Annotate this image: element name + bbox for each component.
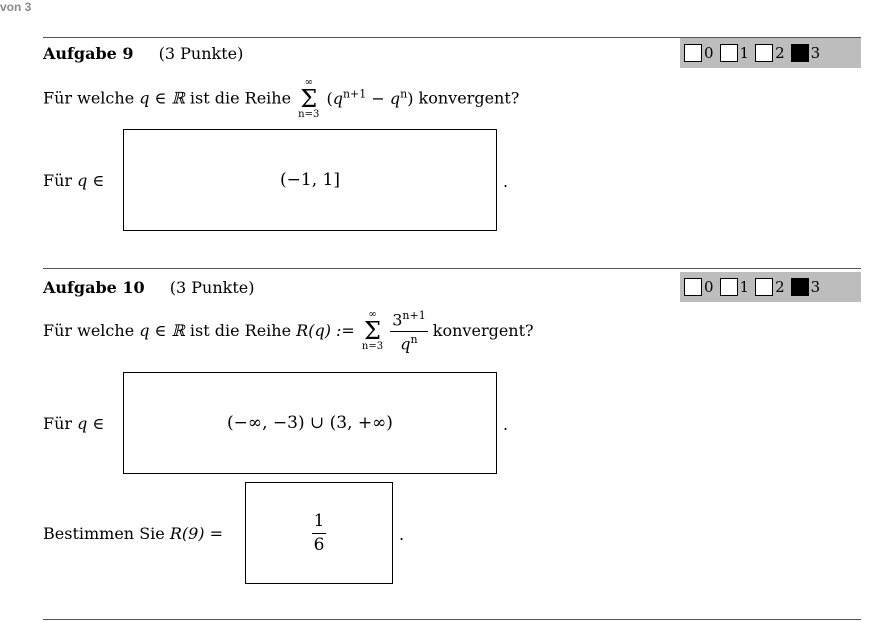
series-term: $(q^{n+1} - q^n)$ [326, 87, 414, 108]
sum-operator: ∞ Σ n=3 [298, 77, 320, 120]
grade-option-0[interactable]: 0 [684, 278, 714, 296]
task-10-grade-selector [680, 272, 861, 302]
grade-option-3[interactable]: 3 [791, 44, 821, 62]
task-9-title: Aufgabe 9 [43, 44, 134, 63]
task-divider [43, 619, 861, 620]
task-title [43, 44, 243, 63]
task-9-answer-value: (−1, 1] [280, 170, 340, 190]
page-count-label: von 3 [0, 0, 32, 14]
checkbox-checked[interactable] [791, 44, 809, 62]
grade-option-3[interactable]: 3 [791, 278, 821, 296]
checkbox[interactable] [684, 278, 702, 296]
punctuation: . [503, 415, 509, 434]
checkbox-checked[interactable] [791, 278, 809, 296]
checkbox[interactable] [720, 278, 738, 296]
grade-option-0[interactable]: 0 [684, 44, 714, 62]
task-10-points: (3 Punkte) [169, 278, 255, 297]
task-10-sub-answer-box[interactable] [245, 482, 393, 584]
grade-option-1[interactable]: 1 [720, 278, 750, 296]
task-10-sub-answer-value: $\frac{1}{6}$ [313, 510, 325, 555]
checkbox[interactable] [720, 44, 738, 62]
task-divider [43, 268, 861, 269]
punctuation: . [399, 525, 405, 544]
task-9-points: (3 Punkte) [158, 44, 244, 63]
checkbox[interactable] [755, 278, 773, 296]
grade-option-1[interactable]: 1 [720, 44, 750, 62]
checkbox[interactable] [684, 44, 702, 62]
task-10-title: Aufgabe 10 [43, 278, 145, 297]
task-10-sub-label: Bestimmen Sie R(9) = [43, 524, 224, 543]
checkbox[interactable] [755, 44, 773, 62]
task-9-question: Für welche q ∈ ℝ ist die Reihe ∞ Σ n=3 $(q^{n+1} - q^n)$ konvergent? [43, 77, 520, 120]
grade-option-2[interactable]: 2 [755, 44, 785, 62]
task-10-answer-label: Für q ∈ [43, 414, 105, 433]
task-10-answer-value: (−∞, −3) ∪ (3, +∞) [227, 413, 393, 433]
grade-option-2[interactable]: 2 [755, 278, 785, 296]
sum-operator: ∞ Σ n=3 [361, 309, 384, 353]
punctuation: . [503, 172, 509, 191]
task-10-answer-box[interactable] [123, 372, 497, 474]
series-fraction: $\frac{3^{n+1}}{q^n}$ [392, 309, 426, 354]
task-9-answer-box[interactable] [123, 129, 497, 231]
task-10-question: Für welche q ∈ ℝ ist die Reihe R(q) := ∞ Σ n=3 $\frac{3^{n+1}}{q^n}$ konvergent? [43, 309, 534, 354]
task-9-answer-label: Für q ∈ [43, 171, 105, 190]
task-9-grade-selector [680, 38, 861, 68]
task-title [43, 278, 255, 297]
